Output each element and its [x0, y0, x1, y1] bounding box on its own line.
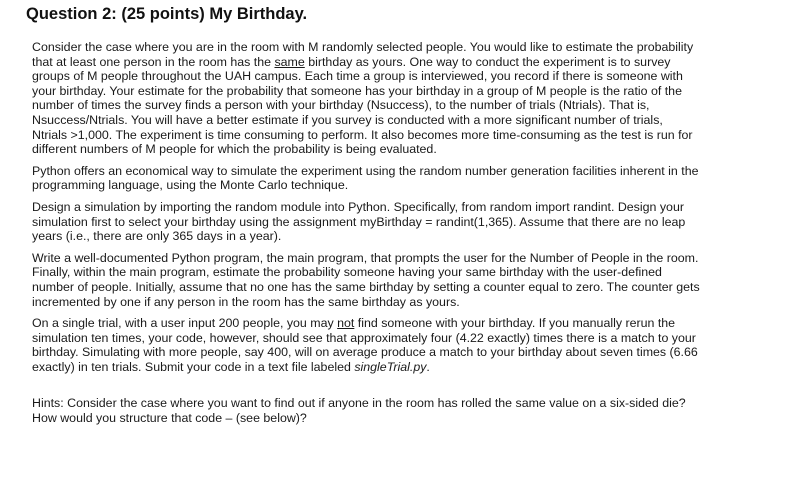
text-line: incremented by one if any person in the room has the same birthday as yours.	[32, 294, 460, 309]
text-line: years (i.e., there are only 365 days in a year).	[32, 229, 282, 244]
filename-italic: singleTrial.py	[354, 359, 427, 374]
text-line: Finally, within the main program, estimate the probability someone having your same birthday with the user-defined	[32, 265, 662, 280]
text-line: On a single trial, with a user input 200 people, you may not find someone with your birthday. If you manually rerun the	[32, 316, 676, 331]
text-line: Ntrials >1,000. The experiment is time consuming to perform. It also becomes more time-consuming as the test is run for	[32, 127, 693, 142]
paragraph-hints	[32, 396, 772, 425]
paragraph-program	[32, 251, 772, 309]
text-line: groups of M people throughout the UAH campus. Each time a group is interviewed, you record if there is someone with	[32, 69, 683, 84]
paragraph-intro	[32, 40, 772, 157]
text-line: number of people. Initially, assume that no one has the same birthday by setting a counter equal to zero. The counter gets	[32, 279, 700, 294]
text-line: different numbers of M people for which the probability is being evaluated.	[32, 142, 437, 157]
question-body	[32, 40, 772, 433]
text-line: your birthday. Your estimate for the probability that someone has your birthday in a group of M people is the ratio of the	[32, 83, 682, 98]
text-line: that at least one person in the room has the same birthday as yours. One way to conduct the experiment is to survey	[32, 54, 671, 69]
text-line: How would you structure that code – (see below)?	[32, 411, 307, 426]
text-line: Consider the case where you are in the room with M randomly selected people. You would like to estimate the probability	[32, 40, 694, 54]
question-title: Question 2: (25 points) My Birthday.	[26, 5, 308, 23]
text-line: number of times the survey finds a person with your birthday (Nsuccess), to the number of trials (Ntrials). That is,	[32, 98, 650, 113]
underlined-word: not	[337, 316, 355, 331]
text-line: birthday. Simulating with more people, say 400, will on average produce a match to your birthday about seven times (6.66	[32, 345, 698, 360]
paragraph-trial	[32, 316, 772, 374]
paragraph-design	[32, 200, 772, 244]
text-line: Hints: Consider the case where you want to find out if anyone in the room has rolled the same value on a six-sided die?	[32, 396, 686, 411]
text-line: simulation first to select your birthday using the assignment myBirthday = randint(1,365). Assume that there are no leap	[32, 214, 686, 229]
text-line: programming language, using the Monte Carlo technique.	[32, 178, 349, 193]
text-line: Design a simulation by importing the random module into Python. Specifically, from random import randint. Design your	[32, 199, 684, 214]
paragraph-python	[32, 164, 772, 193]
text-line: Write a well-documented Python program, the main program, that prompts the user for the Number of People in the room.	[32, 250, 699, 265]
text-line: Nsuccess/Ntrials. You will have a better estimate if you survey is conducted with a more significant number of trials,	[32, 112, 663, 127]
text-line: Python offers an economical way to simulate the experiment using the random number generation facilities inherent in the	[32, 163, 699, 178]
text-line: simulation ten times, your code, however, should see that approximately four (4.22 exactly) times there is a match to your	[32, 330, 696, 345]
underlined-word: same	[274, 54, 305, 69]
text-line: exactly) in ten trials. Submit your code in a text file labeled singleTrial.py.	[32, 359, 430, 374]
